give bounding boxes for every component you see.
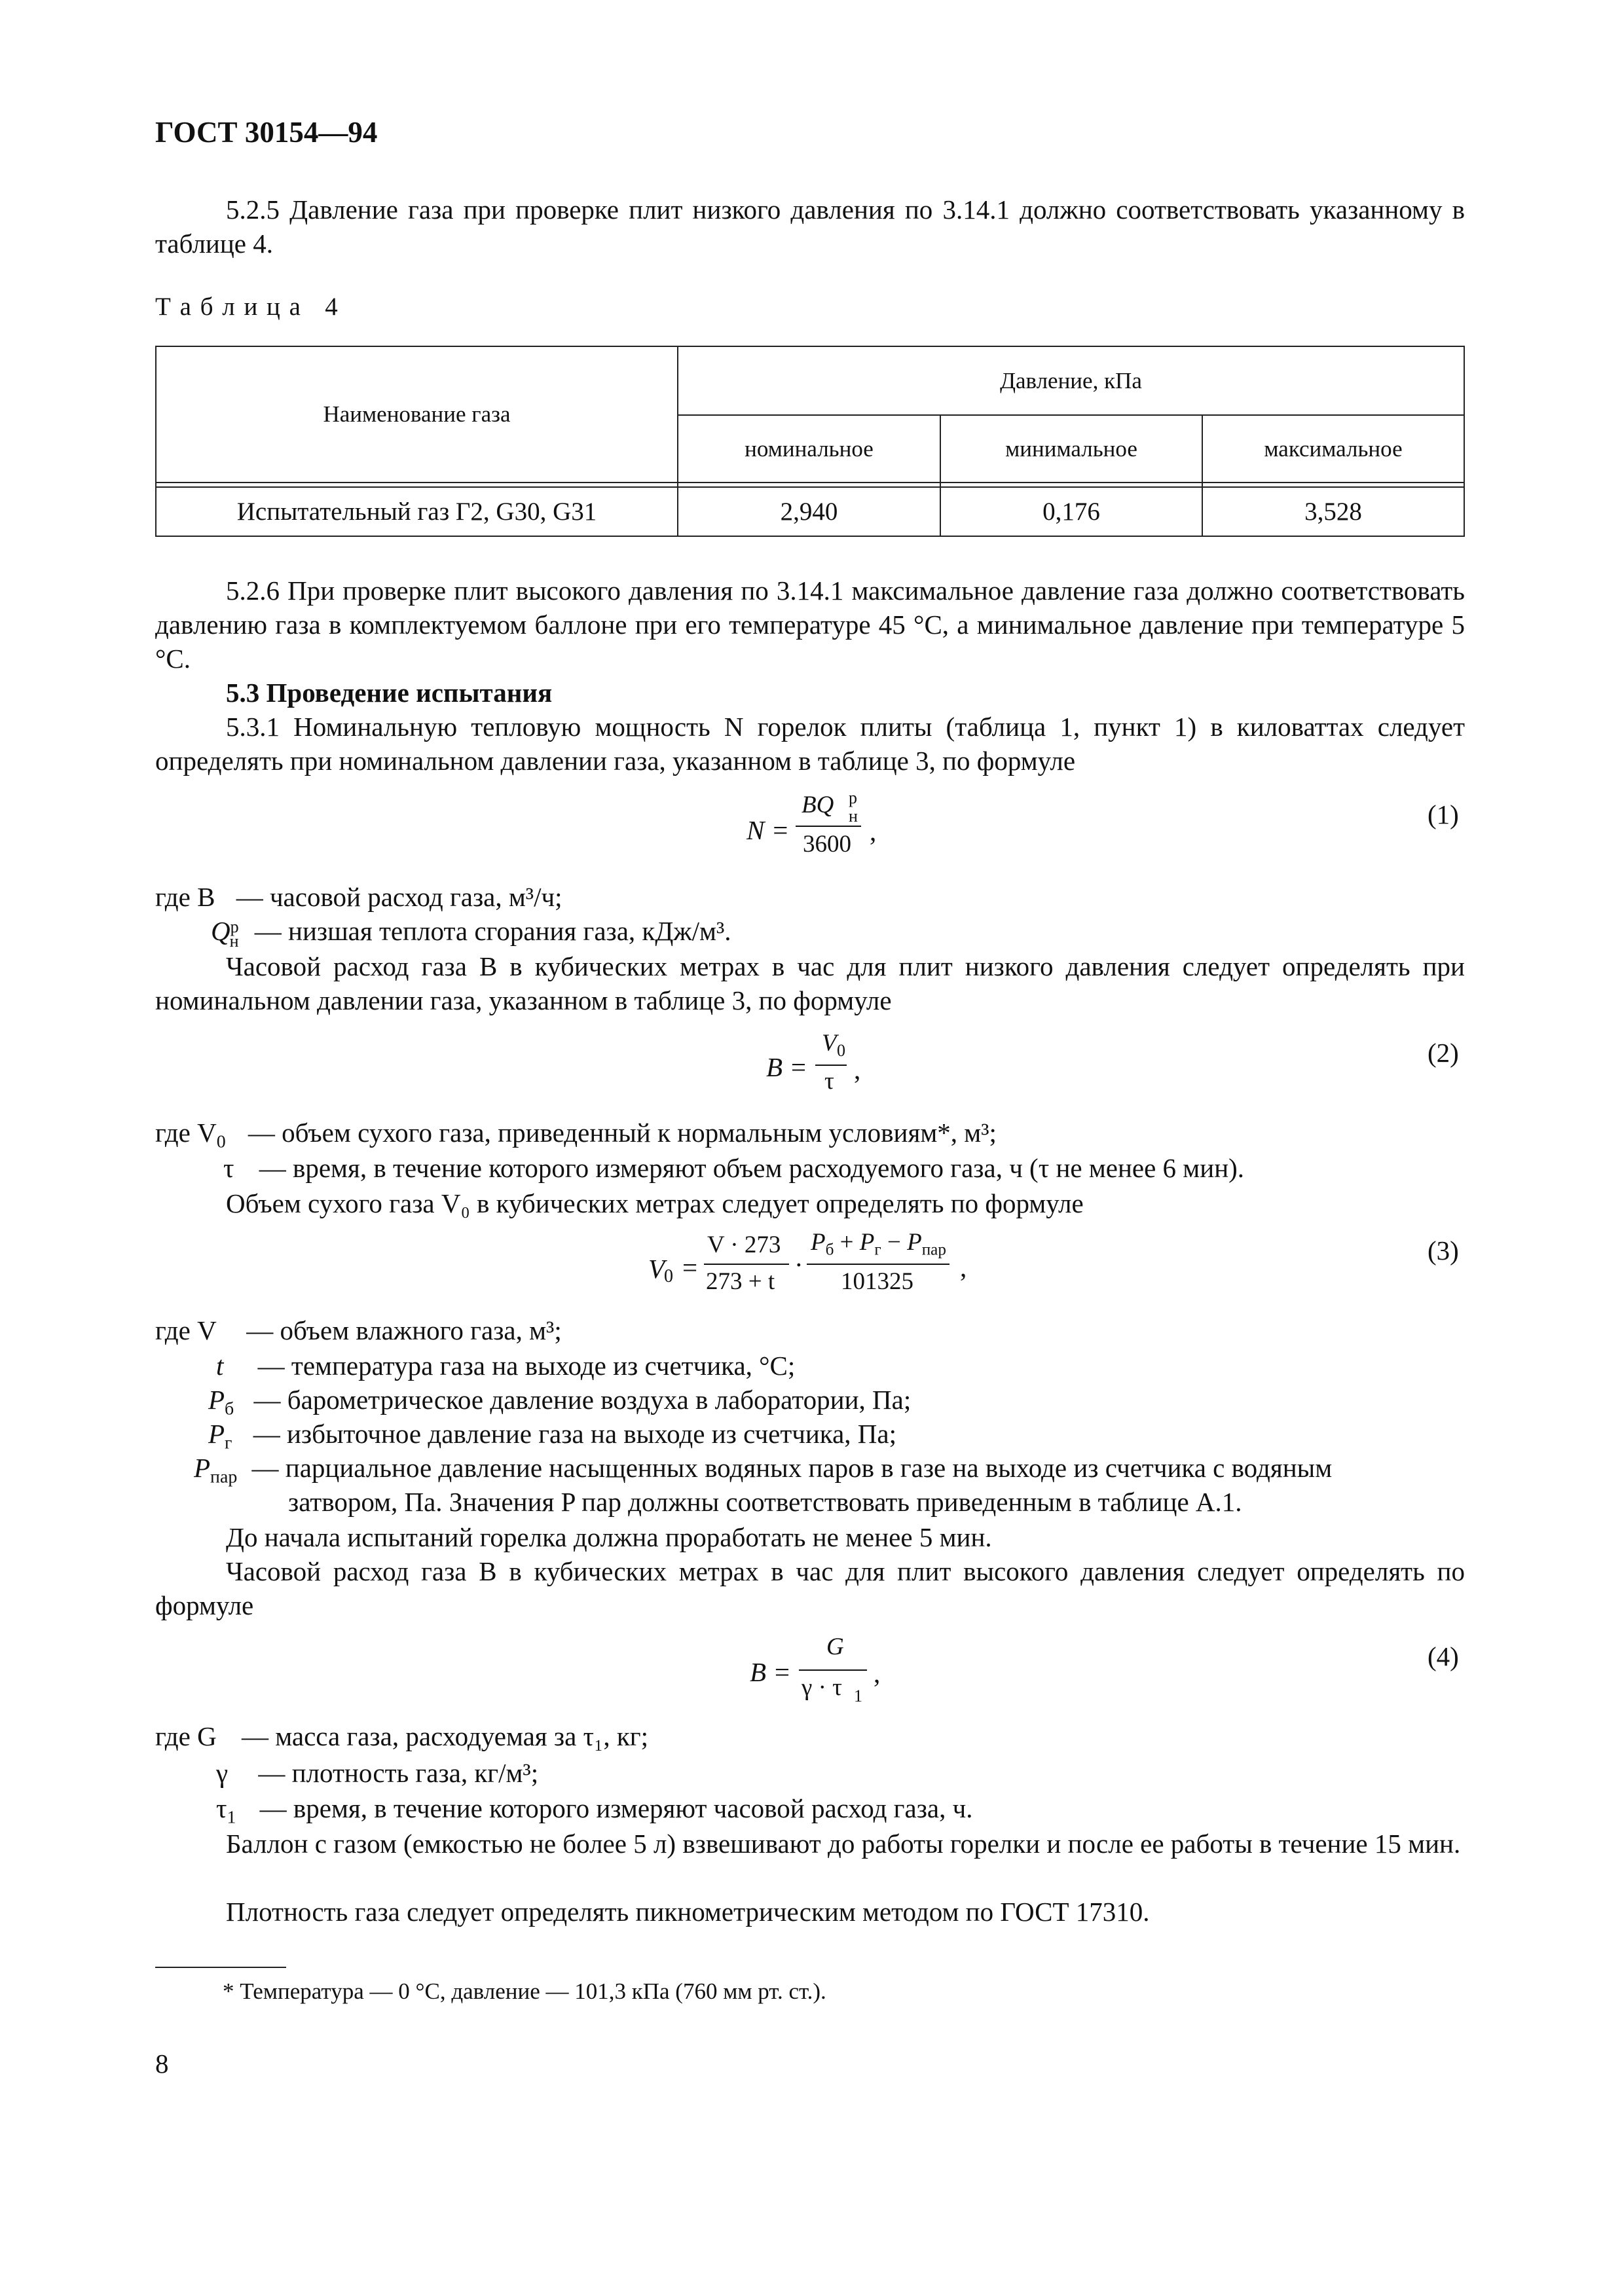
eq2-comma: , xyxy=(854,1055,861,1085)
def-row xyxy=(216,1757,538,1789)
def-text: — низшая теплота сгорания газа, кДж/м³. xyxy=(254,916,731,946)
def-symbol: где B xyxy=(155,882,215,912)
def-text: — барометрическое давление воздуха в лаборатории, Па; xyxy=(253,1385,912,1415)
def-symbol-sub: 1 xyxy=(227,1807,236,1828)
def-symbol: P xyxy=(208,1419,225,1449)
def-row xyxy=(216,1793,973,1828)
def-row xyxy=(155,1721,648,1752)
def-text: — время, в течение которого измеряют объем расходуемого газа, ч (τ не менее 6 мин). xyxy=(259,1153,1245,1183)
table-caption: Т а б л и ц а 4 xyxy=(155,293,339,321)
eq1-fraction-bar xyxy=(796,826,861,827)
def-symbol: где V xyxy=(155,1118,217,1148)
document-code: ГОСТ 30154—94 xyxy=(155,116,378,149)
def-symbol: P xyxy=(194,1453,211,1483)
cell-gas-name: Испытательный газ Г2, G30, G31 xyxy=(236,498,597,526)
eq3-fraction-bar-1 xyxy=(704,1264,789,1265)
paragraph-hourly-high: Часовой расход газа B в кубических метрах в час для плит высокого давления следует определять по формуле xyxy=(155,1556,1465,1620)
eq1-numerator: BQ xyxy=(802,792,834,818)
eq2-num-sub: 0 xyxy=(837,1041,845,1060)
def-symbol: где G xyxy=(155,1721,217,1751)
def-row xyxy=(208,1384,912,1419)
def-row: $Q^р_н$ — низшая теплота сгорания газа, кДж/м³. xyxy=(211,916,731,951)
def-text: — объем влажного газа, м³; xyxy=(246,1315,562,1345)
def-text: — часовой расход газа, м³/ч; xyxy=(236,882,562,912)
eq4-numerator: G xyxy=(826,1633,844,1660)
eq1-number: (1) xyxy=(1428,799,1459,829)
def-symbol-sub: 0 xyxy=(216,1131,226,1152)
def-row-continued: затвором, Па. Значения P пар должны соответствовать приведенным в таблице А.1. xyxy=(288,1487,1242,1517)
table-divider xyxy=(157,482,1464,483)
header-nominal: номинальное xyxy=(745,435,874,462)
eq3-comma: , xyxy=(960,1252,967,1283)
def-symbol-sub: б xyxy=(225,1398,234,1419)
cell-minimum: 0,176 xyxy=(1042,498,1100,526)
def-symbol: γ xyxy=(216,1758,229,1788)
def-symbol: τ xyxy=(216,1793,227,1823)
def-symbol-sub: пар xyxy=(210,1467,238,1487)
eq2-numerator: V xyxy=(822,1030,837,1057)
eq1-num-sup: р xyxy=(849,788,857,807)
eq3-fraction-bar-2 xyxy=(807,1264,949,1265)
eq1-num-sub: н xyxy=(849,807,858,826)
def-text: — парциальное давление насыщенных водяных паров в газе на выходе из счетчика с водяным xyxy=(251,1453,1333,1483)
eq1-denominator: 3600 xyxy=(803,831,851,858)
def-row xyxy=(194,1452,1333,1487)
paragraph-5-3-1: 5.3.1 Номинальную тепловую мощность N горелок плиты (таблица 1, пункт 1) в киловаттах следует определять при номинальном давлении газа, указанном в таблице 3, по формуле xyxy=(155,712,1465,776)
def-row xyxy=(155,1117,997,1152)
footnote: * Температура — 0 °С, давление — 101,3 кПа (760 мм рт. ст.). xyxy=(223,1978,826,2004)
def-text: — время, в течение которого измеряют часовой расход газа, ч. xyxy=(259,1793,973,1823)
def-row xyxy=(216,1350,795,1381)
pressure-table xyxy=(155,346,1465,537)
paragraph-5-2-6: 5.2.6 При проверке плит высокого давления по 3.14.1 максимальное давление газа должно соответствовать давлению газа в комплектуемом баллоне при его температуре 45 °С, а минимальное давление при температуре 5 °С. xyxy=(155,575,1465,674)
eq4-lhs: B = xyxy=(750,1657,791,1687)
section-heading-5-3: 5.3 Проведение испытания xyxy=(226,678,553,708)
eq4-den-sub: 1 xyxy=(854,1686,862,1705)
def-symbol: P xyxy=(208,1385,225,1415)
eq4-fraction-bar xyxy=(799,1669,867,1671)
cell-maximum: 3,528 xyxy=(1304,498,1362,526)
eq1-comma: , xyxy=(870,816,877,847)
eq3-lhs-sub: 0 xyxy=(664,1266,673,1286)
def-row xyxy=(223,1152,1244,1184)
paragraph-5-2-5: 5.2.5 Давление газа при проверке плит низкого давления по 3.14.1 должно соответствовать указанному в таблице 4. xyxy=(155,194,1465,259)
paragraph-density: Плотность газа следует определять пикнометрическим методом по ГОСТ 17310. xyxy=(226,1897,1150,1927)
page-number: 8 xyxy=(155,2049,169,2079)
eq3-den2: 101325 xyxy=(841,1268,913,1295)
header-maximum: максимальное xyxy=(1264,435,1403,462)
def-symbol: где V xyxy=(155,1315,216,1345)
def-row xyxy=(208,1418,896,1453)
eq4-denominator: γ · τ xyxy=(802,1674,843,1701)
eq3-number: (3) xyxy=(1428,1235,1459,1266)
header-minimum: минимальное xyxy=(1005,435,1137,462)
def-symbol: τ xyxy=(223,1153,234,1183)
eq3-num2: $P_б + P_г - P_{пар}$ xyxy=(811,1229,946,1259)
paragraph-dry-volume: Объем сухого газа V₀ в кубических метрах следует определять по формуле xyxy=(226,1188,1084,1218)
eq3-num1: V · 273 xyxy=(707,1231,781,1258)
eq2-denominator: τ xyxy=(824,1068,834,1095)
def-text: — плотность газа, кг/м³; xyxy=(258,1758,539,1788)
eq2-lhs: B = xyxy=(766,1052,807,1082)
def-text: — температура газа на выходе из счетчика, °С; xyxy=(257,1351,796,1381)
def-symbol: Q xyxy=(211,916,230,946)
paragraph-hourly-low: Часовой расход газа B в кубических метрах в час для плит низкого давления следует определять при номинальном давлении газа, указанном в таблице 3, по формуле xyxy=(155,951,1465,1015)
def-symbol-sub: г xyxy=(225,1432,232,1453)
footnote-separator xyxy=(155,1967,286,1968)
header-pressure: Давление, кПа xyxy=(1000,367,1142,393)
eq3-equals: = xyxy=(682,1252,698,1283)
eq3-dot: · xyxy=(794,1250,803,1280)
eq2-fraction-bar xyxy=(815,1065,847,1066)
eq3-lhs: V xyxy=(648,1254,665,1284)
eq3-den1: 273 + t xyxy=(706,1268,775,1295)
eq2-number: (2) xyxy=(1428,1038,1459,1068)
def-text: — объем сухого газа, приведенный к нормальным условиям*, м³; xyxy=(248,1118,997,1148)
eq1-lhs: N = xyxy=(746,815,790,845)
def-row xyxy=(155,1315,562,1346)
def-symbol: t xyxy=(216,1351,224,1381)
def-text: — масса газа, расходуемая за τ₁, кг; xyxy=(241,1721,648,1751)
def-text: — избыточное давление газа на выходе из счетчика, Па; xyxy=(253,1419,896,1449)
paragraph-warmup: До начала испытаний горелка должна проработать не менее 5 мин. xyxy=(226,1522,992,1552)
paragraph-cylinder: Баллон с газом (емкостью не более 5 л) взвешивают до работы горелки и после ее работы в течение 15 мин. xyxy=(226,1829,1461,1859)
eq4-number: (4) xyxy=(1428,1641,1459,1671)
header-gas-name: Наименование газа xyxy=(323,401,511,427)
def-row xyxy=(155,881,562,913)
cell-nominal: 2,940 xyxy=(780,498,838,526)
eq4-comma: , xyxy=(874,1658,881,1688)
